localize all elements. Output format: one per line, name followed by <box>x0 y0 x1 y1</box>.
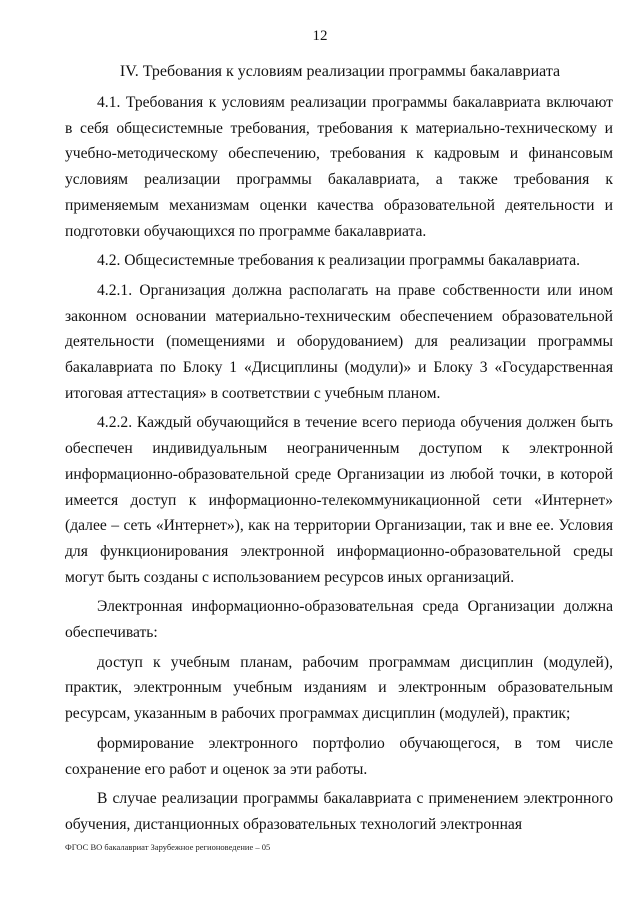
page-footer: ФГОС ВО бакалавриат Зарубежное регионоведение – 05 <box>65 842 271 852</box>
paragraph-access-item: доступ к учебным планам, рабочим программам дисциплин (модулей), практик, электронным учебным изданиям и электронным образовательным ресурсам, указанным в рабочих программах дисциплин (модулей), практик; <box>65 653 613 723</box>
document-body <box>65 90 613 842</box>
paragraph-4-2-2: 4.2.2. Каждый обучающийся в течение всего периода обучения должен быть обеспечен индивидуальным неограниченным доступом к электронной информационно-образовательной среде Организации из любой точки, в которой имеется доступ к информационно-телекоммуникационной сети «Интернет» (далее – сеть «Интернет»), как на территории Организации, так и вне ее. Условия для функционирования электронной информационно-образовательной среды могут быть созданы с использованием ресурсов иных организаций. <box>65 414 613 586</box>
page-number: 12 <box>312 28 328 44</box>
paragraph-4-2-1: 4.2.1. Организация должна располагать на праве собственности или ином законном основании материально-техническим обеспечением образовательной деятельности (помещениями и оборудованием) для реализации программы бакалавриата по Блоку 1 «Дисциплины (модули)» и Блоку 3 «Государственная итоговая аттестация» в соответствии с учебным планом. <box>65 281 613 402</box>
paragraph-eios-intro: Электронная информационно-образовательная среда Организации должна обеспечивать: <box>65 598 613 642</box>
paragraph-portfolio-item: формирование электронного портфолио обучающегося, в том числе сохранение его работ и оценок за эти работы. <box>65 734 613 778</box>
paragraph-4-2: 4.2. Общесистемные требования к реализации программы бакалавриата. <box>97 252 581 270</box>
section-heading: IV. Требования к условиям реализации программы бакалавриата <box>119 63 561 80</box>
paragraph-elearning: В случае реализации программы бакалавриата с применением электронного обучения, дистанционных образовательных технологий электронная <box>65 790 613 833</box>
paragraph-4-1: 4.1. Требования к условиям реализации программы бакалавриата включают в себя общесистемные требования, требования к материально-техническому и учебно-методическому обеспечению, требования к кадровым и финансовым условиям реализации программы бакалавриата, а также требования к применяемым механизмам оценки качества образовательной деятельности и подготовки обучающихся по программе бакалавриата. <box>65 94 613 240</box>
